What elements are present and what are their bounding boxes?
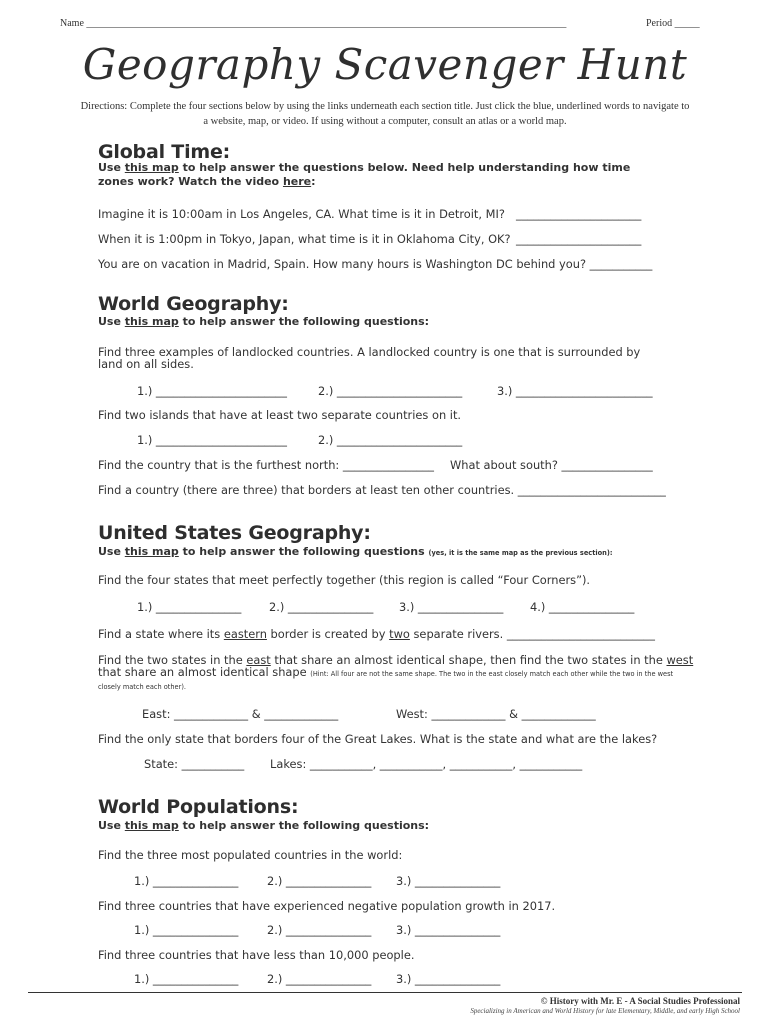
east-states-answer[interactable]: East: _____________ & _____________: [142, 707, 339, 721]
small-population-answer-3[interactable]: 3.) _______________: [396, 972, 501, 986]
global-time-q2-answer[interactable]: ______________________: [516, 232, 642, 246]
world-populations-map-link[interactable]: this map: [124, 819, 179, 832]
negative-growth-answer-1[interactable]: 1.) _______________: [134, 923, 239, 937]
footer-copyright: © History with Mr. E - A Social Studies Professional: [540, 996, 740, 1006]
period-field[interactable]: Period _____: [646, 18, 700, 29]
world-populations-q2: Find three countries that have experienced negative population growth in 2017.: [98, 899, 556, 913]
time-zone-video-link[interactable]: here: [282, 175, 312, 188]
world-geography-instructions: Use this map to help answer the following questions:: [98, 315, 430, 328]
us-geography-q1: Find the four states that meet perfectly together (this region is called “Four Corners”).: [98, 573, 591, 587]
global-time-q1-answer[interactable]: ______________________: [516, 207, 642, 221]
island-answer-2[interactable]: 2.) ______________________: [318, 433, 463, 447]
world-geography-q2: Find two islands that have at least two separate countries on it.: [98, 408, 462, 422]
name-field[interactable]: Name ________________________________________________________________________________________________: [60, 18, 567, 29]
most-populated-answer-2[interactable]: 2.) _______________: [267, 874, 372, 888]
global-time-q2: When it is 1:00pm in Tokyo, Japan, what time is it in Oklahoma City, OK?: [98, 232, 511, 246]
world-populations-instructions: Use this map to help answer the following questions:: [98, 819, 430, 832]
west-states-answer[interactable]: West: _____________ & _____________: [396, 707, 596, 721]
four-corners-answer-3[interactable]: 3.) _______________: [399, 600, 504, 614]
page-title: Geography Scavenger Hunt: [82, 40, 688, 89]
footer-divider: [28, 992, 742, 993]
footer-tagline: Specializing in American and World History for late Elementary, Middle, and early High School: [470, 1007, 740, 1015]
world-geography-q3b: What about south? ________________: [450, 458, 653, 472]
global-time-instructions: Use this map to help answer the questions below. Need help understanding how time zones work? Watch the video here:: [98, 161, 631, 188]
world-geography-q3: Find the country that is the furthest north: ________________: [98, 458, 435, 472]
world-populations-heading: World Populations:: [98, 796, 299, 818]
negative-growth-answer-3[interactable]: 3.) _______________: [396, 923, 501, 937]
global-time-heading: Global Time:: [98, 141, 231, 163]
world-geography-map-link[interactable]: this map: [124, 315, 179, 328]
world-geography-heading: World Geography:: [98, 293, 289, 315]
world-geography-q4: Find a country (there are three) that borders at least ten other countries. __________________________: [98, 483, 666, 497]
island-answer-1[interactable]: 1.) _______________________: [137, 433, 287, 447]
four-corners-answer-1[interactable]: 1.) _______________: [137, 600, 242, 614]
most-populated-answer-3[interactable]: 3.) _______________: [396, 874, 501, 888]
negative-growth-answer-2[interactable]: 2.) _______________: [267, 923, 372, 937]
landlocked-answer-1[interactable]: 1.) _______________________: [137, 384, 287, 398]
us-geography-instructions: Use this map to help answer the following questions (yes, it is the same map as the previous section):: [98, 545, 613, 558]
global-time-map-link[interactable]: this map: [124, 161, 179, 174]
us-geography-map-link[interactable]: this map: [124, 545, 179, 558]
directions-text: Directions: Complete the four sections below by using the links underneath each section title. Just click the blue, underlined words to navigate to a website, map, or video. If using without a computer, consult an atlas or a world map.: [80, 101, 690, 127]
world-populations-q1: Find the three most populated countries in the world:: [98, 848, 403, 862]
small-population-answer-1[interactable]: 1.) _______________: [134, 972, 239, 986]
four-corners-answer-4[interactable]: 4.) _______________: [530, 600, 635, 614]
us-geography-q4: Find the only state that borders four of the Great Lakes. What is the state and what are the lakes?: [98, 732, 658, 746]
landlocked-answer-2[interactable]: 2.) ______________________: [318, 384, 463, 398]
landlocked-answer-3[interactable]: 3.) ________________________: [497, 384, 653, 398]
global-time-q1: Imagine it is 10:00am in Los Angeles, CA. What time is it in Detroit, MI?: [98, 207, 505, 221]
world-populations-q3: Find three countries that have less than 10,000 people.: [98, 948, 415, 962]
small-population-answer-2[interactable]: 2.) _______________: [267, 972, 372, 986]
us-geography-q3-line2: that share an almost identical shape (Hint: All four are not the same shape. The two in the east closely match each other while the two in the west closely match each other).: [98, 665, 674, 691]
great-lakes-answer[interactable]: Lakes: ___________, ___________, ___________, ___________: [270, 757, 583, 771]
four-corners-answer-2[interactable]: 2.) _______________: [269, 600, 374, 614]
us-geography-heading: United States Geography:: [98, 522, 371, 544]
global-time-q3: You are on vacation in Madrid, Spain. How many hours is Washington DC behind you? ___________: [98, 257, 653, 271]
most-populated-answer-1[interactable]: 1.) _______________: [134, 874, 239, 888]
great-lakes-state-answer[interactable]: State: ___________: [144, 757, 245, 771]
us-geography-q2: Find a state where its eastern border is created by two separate rivers. __________________________: [98, 627, 655, 641]
us-geography-q3: Find the two states in the east that share an almost identical shape, then find the two states in the west: [98, 653, 694, 667]
world-geography-q1: Find three examples of landlocked countries. A landlocked country is one that is surrounded by land on all sides.: [98, 345, 641, 371]
